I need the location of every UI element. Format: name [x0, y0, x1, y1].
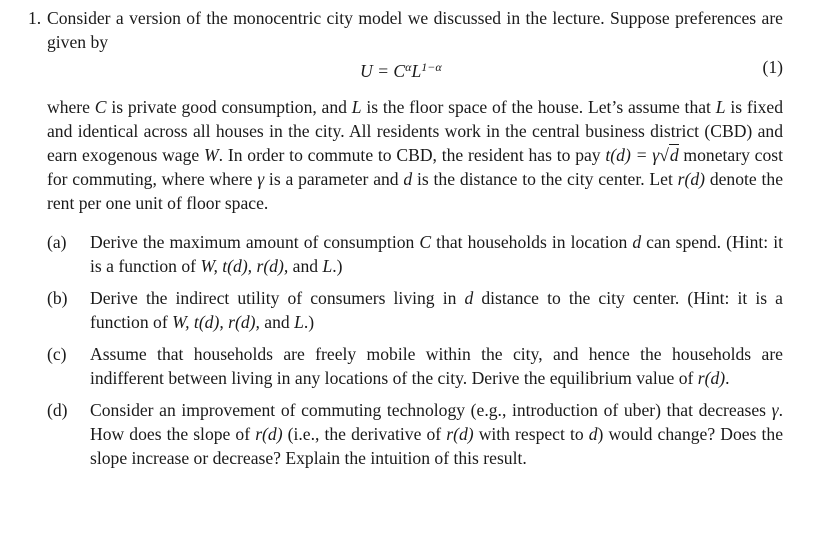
subquestion-c: (c) Assume that households are freely mobile within the city, and hence the households are indifferent between living in any locations of the city. Derive the equilibrium value of r(d). — [47, 344, 783, 388]
problem-body: where C is private good consumption, and L is the floor space of the house. Let’s assume that L is fixed and identical across all houses in the city. All residents work in the central business district (CBD) and earn exogenous wage W. In order to commute to CBD, the resident has to pay t(d) = γ√d monetary cost for commuting, where where γ is a parameter and d is the distance to the city center. Let r(d) denote the rent per one unit of floor space. — [47, 97, 784, 213]
problem-intro: Consider a version of the monocentric city model we discussed in the lecture. Suppose preferences are given by — [47, 8, 783, 52]
subquestion-b: (b) Derive the indirect utility of consumers living in d distance to the city center. (Hint: it is a function of W, t(d), r(d), and L.) — [47, 288, 783, 332]
subquestion-label: (a) — [47, 232, 67, 252]
utility-equation: $U = C^\alpha L^{1-\alpha}$ — [360, 60, 442, 81]
commute-cost-formula: t(d) = γ — [605, 145, 660, 165]
subquestion-d: (d) Consider an improvement of commuting technology (e.g., introduction of uber) that decreases γ. How does the slope of r(d) (i.e., the derivative of r(d) with respect to d) would change? Does the slope increase or decrease? Explain the intuition of this result. — [47, 400, 783, 468]
subquestion-label: (d) — [47, 400, 68, 420]
subquestion-label: (c) — [47, 344, 67, 364]
subquestion-a: (a) Derive the maximum amount of consumption C that households in location d can spend. (Hint: it is a function of W, t(d), r(d), and L.) — [47, 232, 783, 276]
problem-statement — [47, 6, 783, 215]
equation-number: (1) — [762, 57, 783, 77]
sqrt-expression: √d — [659, 145, 679, 165]
subquestion-label: (b) — [47, 288, 68, 308]
subquestion-list — [47, 230, 783, 478]
equation-row — [47, 55, 783, 79]
problem-number: 1. — [28, 8, 42, 28]
